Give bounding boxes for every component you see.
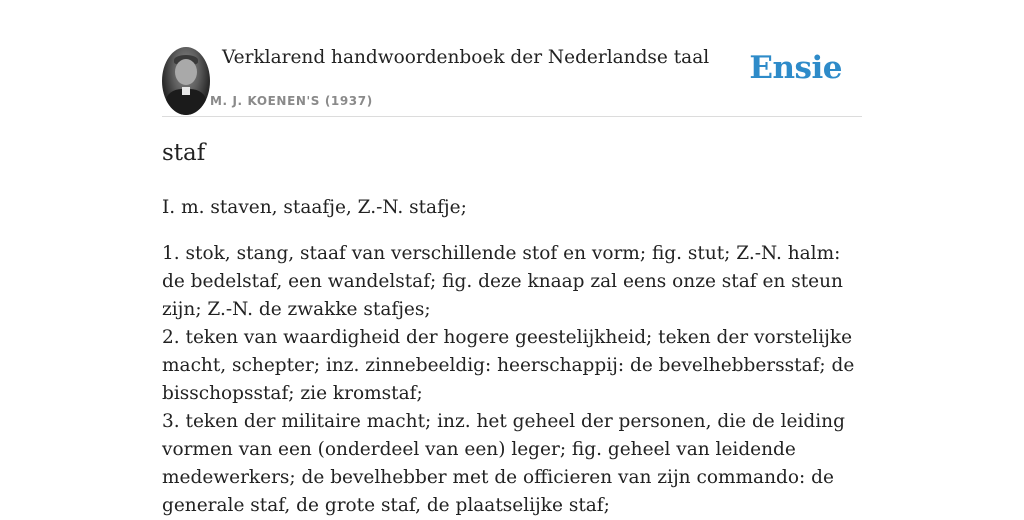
sense-2: 2. teken van waardigheid der hogere geestelijkheid; teken der vorstelijke macht, schepter; inz. zinnebeeldig: heerschappij: de bevelhebbersstaf; de bisschopsstaf; zie kromstaf;	[162, 327, 855, 404]
entry-definitions	[162, 240, 862, 520]
portrait-collar	[182, 87, 190, 95]
entry-headword: staf	[162, 140, 206, 166]
book-subtitle: M. J. KOENEN'S (1937)	[210, 94, 373, 108]
page	[162, 0, 862, 516]
ensie-logo[interactable]: Ensie	[749, 50, 842, 86]
entry-grammar: I. m. staven, staafje, Z.-N. stafje;	[162, 197, 467, 218]
author-portrait	[162, 47, 210, 115]
site-header	[162, 0, 862, 117]
sense-3: 3. teken der militaire macht; inz. het geheel der personen, die de leiding vormen van een (onderdeel van een) leger; fig. geheel van leidende medewerkers; de bevelhebber met de officieren van zijn commando: de generale staf, de grote staf, de plaatselijke staf;	[162, 411, 845, 516]
sense-1: 1. stok, stang, staaf van verschillende stof en vorm; fig. stut; Z.-N. halm: de bedelstaf, een wandelstaf; fig. deze knaap zal eens onze staf en steun zijn; Z.-N. de zwakke stafjes;	[162, 243, 843, 320]
book-title[interactable]: Verklarend handwoordenboek der Nederlandse taal	[222, 47, 710, 68]
portrait-face	[175, 59, 197, 85]
